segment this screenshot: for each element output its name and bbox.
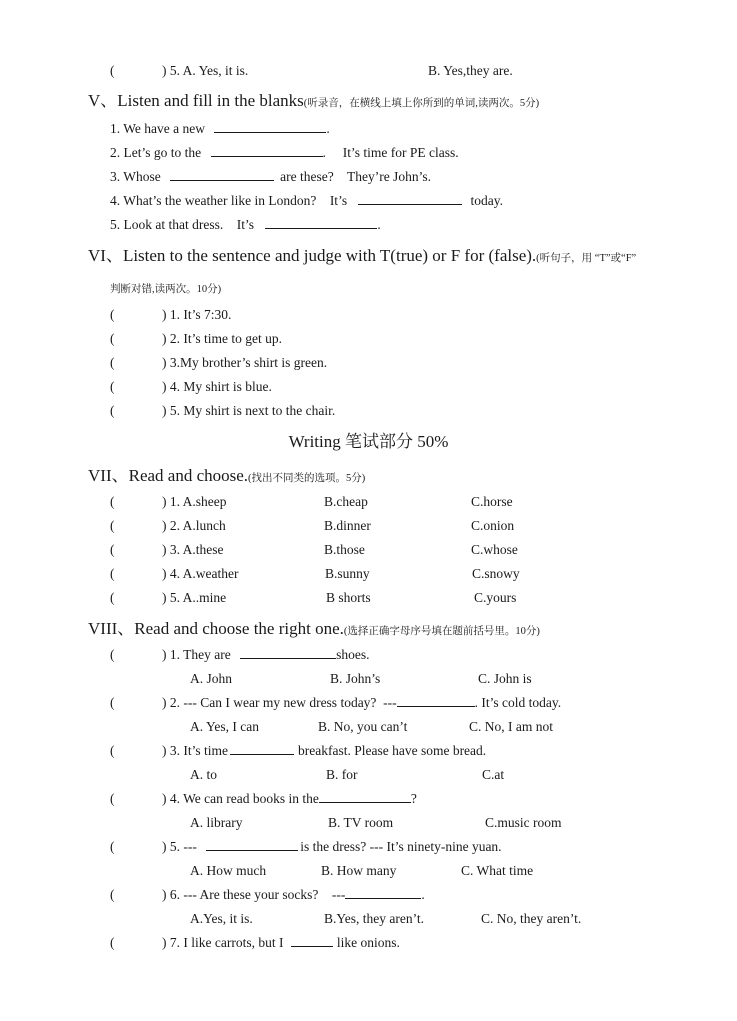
question-2 — [162, 694, 561, 712]
answer-blank[interactable] — [211, 144, 323, 157]
answer-blank[interactable] — [230, 742, 294, 755]
option-c: C.horse — [471, 494, 513, 509]
section-note: (找出不同类的选项。5分) — [248, 473, 366, 484]
option-b: B. No, you can’t — [318, 719, 408, 734]
question-text: ) 5. A. Yes, it is. — [162, 63, 249, 78]
item-text-after: . — [377, 217, 381, 232]
option-b: B. How many — [321, 863, 397, 878]
answer-blank[interactable] — [358, 192, 462, 205]
answer-paren[interactable]: ( — [110, 935, 115, 950]
option-a: ) 5. A..mine — [162, 590, 227, 605]
answer-blank[interactable] — [397, 694, 475, 707]
answer-paren[interactable]: ( — [110, 590, 115, 605]
writing-part-title: Writing 笔试部分 50% — [288, 432, 449, 451]
fill-item-4 — [110, 192, 503, 210]
option-b: B. for — [326, 767, 358, 782]
item-text: 4. What’s the weather like in London? It’s — [110, 193, 348, 208]
question-5 — [162, 838, 502, 856]
option-c: C. No, I am not — [469, 719, 553, 734]
judge-item: ) 4. My shirt is blue. — [162, 379, 272, 394]
fill-item-5 — [110, 216, 381, 234]
question-7 — [162, 934, 400, 952]
option-a: A. How much — [190, 863, 267, 878]
question-text-after: breakfast. Please have some bread. — [298, 743, 487, 758]
option-c: C.whose — [471, 542, 518, 557]
option-c: C. What time — [461, 863, 534, 878]
section-heading-vi — [88, 245, 636, 270]
answer-paren: ( — [110, 63, 115, 78]
option-c: C.yours — [474, 590, 517, 605]
option-c: C.at — [482, 767, 505, 782]
answer-blank[interactable] — [319, 790, 411, 803]
section-heading-viii — [88, 618, 540, 643]
answer-blank[interactable] — [214, 120, 326, 133]
question-text-after: . It’s cold today. — [474, 695, 562, 710]
answer-paren[interactable]: ( — [110, 695, 115, 710]
judge-item: ) 3.My brother’s shirt is green. — [162, 355, 328, 370]
option-b: B. Yes,they are. — [428, 63, 513, 78]
option-c: C.snowy — [472, 566, 520, 581]
fill-item-1 — [110, 120, 330, 138]
answer-blank[interactable] — [206, 838, 298, 851]
question-6 — [162, 886, 425, 904]
option-c: C. No, they aren’t. — [481, 911, 582, 926]
item-text: 5. Look at that dress. It’s — [110, 217, 254, 232]
question-3 — [162, 742, 486, 760]
option-b: B.sunny — [325, 566, 370, 581]
option-a: A. Yes, I can — [190, 719, 259, 734]
answer-paren[interactable]: ( — [110, 542, 115, 557]
section-title: VII、Read and choose. — [88, 466, 249, 485]
section-note: (选择正确字母序号填在题前括号里。10分) — [343, 626, 540, 637]
answer-paren[interactable]: ( — [110, 887, 115, 902]
judge-item: ) 5. My shirt is next to the chair. — [162, 403, 336, 418]
answer-blank[interactable] — [170, 168, 274, 181]
question-text: ) 5. --- — [162, 839, 197, 854]
answer-paren[interactable]: ( — [110, 355, 115, 370]
option-b: B. John’s — [330, 671, 381, 686]
answer-paren[interactable]: ( — [110, 518, 115, 533]
question-text: ) 2. --- Can I wear my new dress today? --- — [162, 695, 397, 710]
item-text: 3. Whose — [110, 169, 161, 184]
item-text-after: are these? They’re John’s. — [280, 169, 431, 184]
option-b: B.Yes, they aren’t. — [324, 911, 424, 926]
section-note-cont: 判断对错,读两次。10分) — [110, 284, 222, 295]
answer-paren[interactable]: ( — [110, 791, 115, 806]
item-text: 1. We have a new — [110, 121, 206, 136]
option-a: ) 4. A.weather — [162, 566, 239, 581]
option-c: C.onion — [471, 518, 515, 533]
option-a: A. library — [190, 815, 243, 830]
section-note: (听句子，用 “T”或“F” — [536, 253, 637, 264]
section-heading-vii — [88, 465, 365, 490]
question-text-after: ? — [410, 791, 417, 806]
answer-paren[interactable]: ( — [110, 331, 115, 346]
question-4 — [162, 790, 417, 808]
question-text: ) 3. It’s time — [162, 743, 228, 758]
question-1 — [162, 646, 369, 664]
answer-paren[interactable]: ( — [110, 566, 115, 581]
option-a: ) 3. A.these — [162, 542, 224, 557]
judge-item: ) 2. It’s time to get up. — [162, 331, 282, 346]
section-title: VIII、Read and choose the right one. — [88, 619, 344, 638]
item-text-after: . It’s time for PE class. — [322, 145, 459, 160]
answer-paren[interactable]: ( — [110, 743, 115, 758]
judge-item: ) 1. It’s 7:30. — [162, 307, 232, 322]
option-a: A. John — [190, 671, 233, 686]
section-title: V、Listen and fill in the blanks — [88, 91, 304, 110]
option-b: B. TV room — [328, 815, 394, 830]
question-text-after: . — [421, 887, 425, 902]
answer-paren[interactable]: ( — [110, 839, 115, 854]
option-a: ) 2. A.lunch — [162, 518, 226, 533]
fill-item-3 — [110, 168, 431, 186]
answer-paren[interactable]: ( — [110, 494, 115, 509]
answer-paren[interactable]: ( — [110, 379, 115, 394]
section-note: (听录音，在横线上填上你所到的单词,读两次。5分) — [303, 98, 540, 109]
section-heading-v — [88, 90, 539, 115]
answer-blank[interactable] — [291, 934, 333, 947]
option-b: B.dinner — [324, 518, 371, 533]
question-text: ) 1. They are — [162, 647, 231, 662]
item-text-after: . — [326, 121, 330, 136]
option-b: B shorts — [326, 590, 371, 605]
option-c: C. John is — [478, 671, 532, 686]
answer-blank[interactable] — [345, 886, 421, 899]
section-title: VI、Listen to the sentence and judge with T(true) or F for (false). — [88, 246, 537, 265]
answer-paren[interactable]: ( — [110, 403, 115, 418]
answer-blank[interactable] — [265, 216, 377, 229]
question-text-after: like onions. — [336, 935, 400, 950]
option-b: B.those — [324, 542, 365, 557]
answer-paren[interactable]: ( — [110, 647, 115, 662]
item-text-after: today. — [470, 193, 503, 208]
question-text-after: shoes. — [336, 647, 370, 662]
option-c: C.music room — [485, 815, 562, 830]
item-text: 2. Let’s go to the — [110, 145, 202, 160]
question-text-after: is the dress? --- It’s ninety-nine yuan. — [300, 839, 502, 854]
question-text: ) 4. We can read books in the — [162, 791, 319, 806]
question-text: ) 6. --- Are these your socks? --- — [162, 887, 346, 902]
option-a: A. to — [190, 767, 217, 782]
answer-blank[interactable] — [240, 646, 336, 659]
option-a: ) 1. A.sheep — [162, 494, 227, 509]
option-a: A.Yes, it is. — [190, 911, 253, 926]
fill-item-2 — [110, 144, 459, 162]
question-text: ) 7. I like carrots, but I — [162, 935, 284, 950]
option-b: B.cheap — [324, 494, 368, 509]
answer-paren[interactable]: ( — [110, 307, 115, 322]
